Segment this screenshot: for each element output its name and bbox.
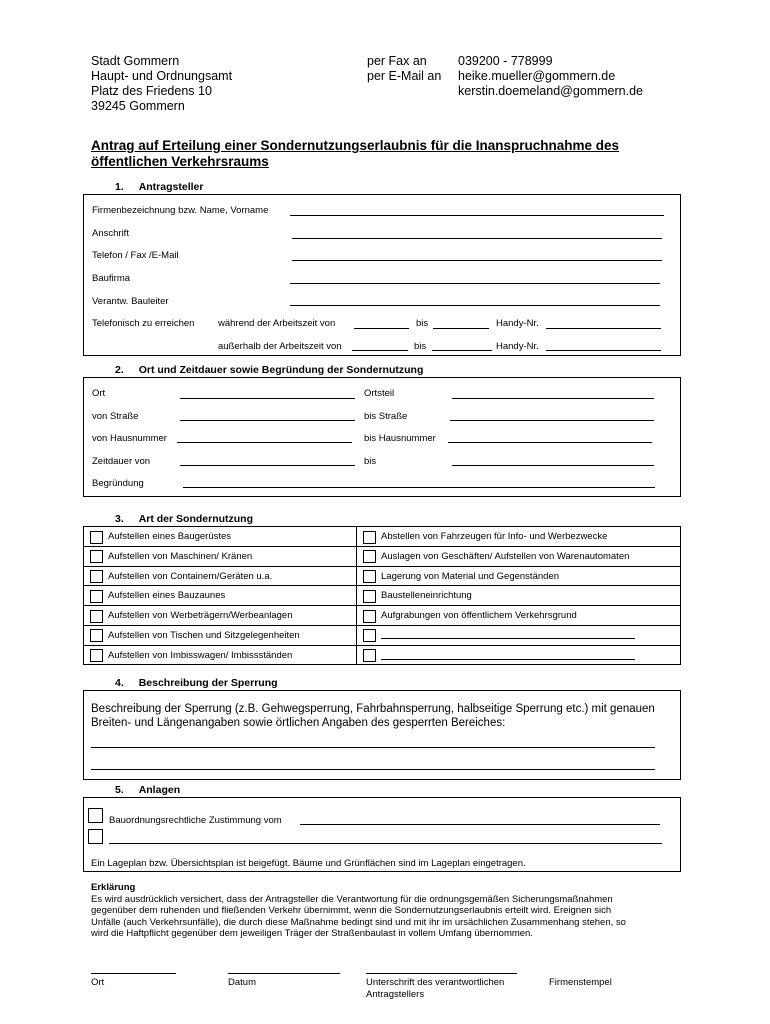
address-line: 39245 Gommern bbox=[91, 99, 185, 113]
checkbox-baugeruest[interactable] bbox=[90, 531, 103, 544]
von-haus-field[interactable] bbox=[177, 442, 352, 443]
section-title: Antragsteller bbox=[138, 181, 204, 193]
erklaerung-title: Erklärung bbox=[91, 882, 136, 893]
baufirma-label: Baufirma bbox=[92, 273, 131, 284]
sonstiges-1-field[interactable] bbox=[381, 638, 635, 639]
row-divider bbox=[83, 566, 681, 567]
waehrend-von-field[interactable] bbox=[354, 328, 409, 329]
checkbox-sonstiges-2[interactable] bbox=[363, 649, 376, 662]
zeit-label: Zeitdauer von bbox=[92, 456, 151, 467]
sperrung-line-2[interactable] bbox=[91, 769, 655, 770]
ortsteil-label: Ortsteil bbox=[364, 388, 395, 399]
sign-datum-label: Datum bbox=[228, 977, 256, 988]
option-label: Aufstellen von Maschinen/ Kränen bbox=[108, 551, 253, 562]
checkbox-fahrzeuge[interactable] bbox=[363, 531, 376, 544]
checkbox-aufgrabungen[interactable] bbox=[363, 610, 376, 623]
row-divider bbox=[83, 585, 681, 586]
row-divider bbox=[83, 546, 681, 547]
contact-values bbox=[458, 54, 643, 99]
erklaerung-line: Unfälle (auch Verkehrsunfälle), die durch diese Maßnahme bedingt sind und mit ihr im ursächlichen Zusammenhang stehen, so bbox=[91, 916, 626, 928]
option-label: Aufstellen von Werbeträgern/Werbeanlagen bbox=[108, 610, 293, 621]
datum-signature-line[interactable] bbox=[228, 973, 340, 974]
ort-signature-line[interactable] bbox=[91, 973, 176, 974]
row-divider bbox=[83, 645, 681, 646]
ausserhalb-von-field[interactable] bbox=[352, 350, 408, 351]
checkbox-tische[interactable] bbox=[90, 629, 103, 642]
send-via-labels bbox=[367, 54, 441, 84]
section-title: Art der Sondernutzung bbox=[138, 513, 254, 525]
option-label: Aufgrabungen von öffentlichem Verkehrsgrund bbox=[381, 610, 577, 621]
checkbox-bauzaun[interactable] bbox=[90, 590, 103, 603]
address-line: Platz des Friedens 10 bbox=[91, 84, 212, 98]
erklaerung-line: wird die Haftpflicht gegenüber dem jeweiligen Träger der Straßenbaulast in vollem Umfang übernommen. bbox=[91, 928, 533, 939]
erklaerung-line: gegenüber dem ruhenden und fließenden Verkehr übernimmt, wenn die Sondernutzungserlaubnis erteilt wird. Ereignen sich bbox=[91, 905, 612, 916]
bauleiter-field[interactable] bbox=[290, 305, 660, 306]
bis-haus-label: bis Hausnummer bbox=[364, 433, 436, 444]
checkbox-zustimmung[interactable] bbox=[88, 808, 103, 823]
option-label: Lagerung von Material und Gegenständen bbox=[381, 571, 559, 582]
telefon-field[interactable] bbox=[292, 260, 662, 261]
waehrend-handy-field[interactable] bbox=[546, 328, 661, 329]
zustimmung-label: Bauordnungsrechtliche Zustimmung vom bbox=[109, 815, 282, 826]
anschrift-field[interactable] bbox=[292, 238, 662, 239]
ausserhalb-label: außerhalb der Arbeitszeit von bbox=[218, 341, 342, 352]
unterschrift-line-1: Unterschrift des verantwortlichen bbox=[366, 977, 505, 988]
sign-unterschrift-label bbox=[366, 977, 504, 1000]
section-2-heading bbox=[115, 364, 423, 376]
option-label: Abstellen von Fahrzeugen für Info- und Werbezwecke bbox=[381, 531, 608, 542]
section-number: 5. bbox=[115, 784, 124, 796]
section-title: Anlagen bbox=[138, 784, 181, 796]
option-label: Aufstellen von Imbisswagen/ Imbissständen bbox=[108, 650, 293, 661]
bauleiter-label: Verantw. Bauleiter bbox=[92, 296, 169, 307]
sign-ort-label: Ort bbox=[91, 977, 105, 988]
lageplan-note: Ein Lageplan bzw. Übersichtsplan ist beigefügt. Bäume und Grünflächen sind im Lageplan eingetragen. bbox=[91, 858, 526, 869]
email-1: heike.mueller@gommern.de bbox=[458, 69, 616, 83]
begruendung-field[interactable] bbox=[183, 487, 655, 488]
waehrend-bis-label: bis bbox=[416, 318, 429, 329]
ort-field[interactable] bbox=[180, 398, 355, 399]
option-label: Aufstellen eines Bauzaunes bbox=[108, 590, 226, 601]
sperrung-instructions bbox=[91, 702, 655, 730]
mail-label: per E-Mail an bbox=[367, 69, 442, 83]
option-label: Aufstellen von Containern/Geräten u.a. bbox=[108, 571, 273, 582]
section-3-heading bbox=[115, 513, 253, 525]
baufirma-field[interactable] bbox=[290, 283, 660, 284]
option-label: Baustelleneinrichtung bbox=[381, 590, 472, 601]
document-title bbox=[91, 138, 619, 170]
checkbox-imbiss[interactable] bbox=[90, 649, 103, 662]
unterschrift-signature-line[interactable] bbox=[366, 973, 517, 974]
waehrend-handy-label: Handy-Nr. bbox=[496, 318, 539, 329]
ort-label: Ort bbox=[92, 388, 106, 399]
row-divider bbox=[83, 605, 681, 606]
erklaerung-block bbox=[91, 882, 626, 940]
section-5-heading bbox=[115, 784, 180, 796]
weitere-anlage-field[interactable] bbox=[109, 843, 662, 844]
section-number: 1. bbox=[115, 181, 124, 193]
telefon-label: Telefon / Fax /E-Mail bbox=[92, 250, 179, 261]
sign-stempel-label: Firmenstempel bbox=[549, 977, 612, 988]
section-1-heading bbox=[115, 181, 203, 193]
option-label: Aufstellen von Tischen und Sitzgelegenheiten bbox=[108, 630, 300, 641]
bis-strasse-field[interactable] bbox=[450, 420, 654, 421]
section-number: 3. bbox=[115, 513, 124, 525]
checkbox-baustelle[interactable] bbox=[363, 590, 376, 603]
option-label: Aufstellen eines Baugerüstes bbox=[108, 531, 232, 542]
email-2: kerstin.doemeland@gommern.de bbox=[458, 84, 644, 98]
instruction-line: Breiten- und Längenangaben sowie örtlichen Angaben des gesperrten Bereiches: bbox=[91, 717, 506, 729]
von-strasse-label: von Straße bbox=[92, 411, 139, 422]
section-number: 4. bbox=[115, 677, 124, 689]
row-divider bbox=[83, 625, 681, 626]
address-line: Stadt Gommern bbox=[91, 54, 180, 68]
sperrung-line-1[interactable] bbox=[91, 747, 655, 748]
ausserhalb-bis-field[interactable] bbox=[432, 350, 492, 351]
section-title: Ort und Zeitdauer sowie Begründung der Sondernutzung bbox=[138, 364, 424, 376]
section-1-box bbox=[83, 194, 681, 356]
von-strasse-field[interactable] bbox=[180, 420, 355, 421]
ortsteil-field[interactable] bbox=[452, 398, 654, 399]
checkbox-werbetraeger[interactable] bbox=[90, 610, 103, 623]
checkbox-lagerung[interactable] bbox=[363, 570, 376, 583]
firma-field[interactable] bbox=[290, 215, 664, 216]
erreichen-label: Telefonisch zu erreichen bbox=[92, 318, 195, 329]
anschrift-label: Anschrift bbox=[92, 228, 129, 239]
von-haus-label: von Hausnummer bbox=[92, 433, 167, 444]
ausserhalb-handy-label: Handy-Nr. bbox=[496, 341, 539, 352]
waehrend-bis-field[interactable] bbox=[433, 328, 489, 329]
zeit-bis-label: bis bbox=[364, 456, 377, 467]
checkbox-container[interactable] bbox=[90, 570, 103, 583]
checkbox-auslagen[interactable] bbox=[363, 550, 376, 563]
unterschrift-line-2: Antragstellers bbox=[366, 988, 425, 1000]
sonstiges-2-field[interactable] bbox=[381, 659, 635, 660]
erklaerung-line: Es wird ausdrücklich versichert, dass der Antragsteller die Verantwortung für die ordnungsgemäßen Sicherungsmaßnahmen bbox=[91, 893, 613, 905]
begruendung-label: Begründung bbox=[92, 478, 144, 489]
title-line-1: Antrag auf Erteilung einer Sondernutzungserlaubnis für die Inanspruchnahme des bbox=[91, 138, 620, 153]
section-title: Beschreibung der Sperrung bbox=[138, 677, 278, 689]
section-number: 2. bbox=[115, 364, 124, 376]
bis-strasse-label: bis Straße bbox=[364, 411, 408, 422]
bis-haus-field[interactable] bbox=[448, 442, 652, 443]
waehrend-label: während der Arbeitszeit von bbox=[218, 318, 336, 329]
zeit-von-field[interactable] bbox=[180, 465, 355, 466]
option-label: Auslagen von Geschäften/ Aufstellen von Warenautomaten bbox=[381, 551, 630, 562]
checkbox-maschinen[interactable] bbox=[90, 550, 103, 563]
zustimmung-date-field[interactable] bbox=[300, 824, 660, 825]
fax-number: 039200 - 778999 bbox=[458, 54, 553, 68]
section-4-heading bbox=[115, 677, 278, 689]
ausserhalb-bis-label: bis bbox=[414, 341, 427, 352]
title-line-2: öffentlichen Verkehrsraums bbox=[91, 154, 269, 169]
checkbox-weitere-anlage[interactable] bbox=[88, 829, 103, 844]
address-block bbox=[91, 54, 232, 114]
address-line: Haupt- und Ordnungsamt bbox=[91, 69, 233, 83]
instruction-line: Beschreibung der Sperrung (z.B. Gehwegsperrung, Fahrbahnsperrung, halbseitige Sperrung etc.) mit genauen bbox=[91, 703, 655, 715]
ausserhalb-handy-field[interactable] bbox=[546, 350, 661, 351]
fax-label: per Fax an bbox=[367, 54, 427, 68]
zeit-bis-field[interactable] bbox=[452, 465, 654, 466]
checkbox-sonstiges-1[interactable] bbox=[363, 629, 376, 642]
firma-label: Firmenbezeichnung bzw. Name, Vorname bbox=[92, 205, 269, 216]
